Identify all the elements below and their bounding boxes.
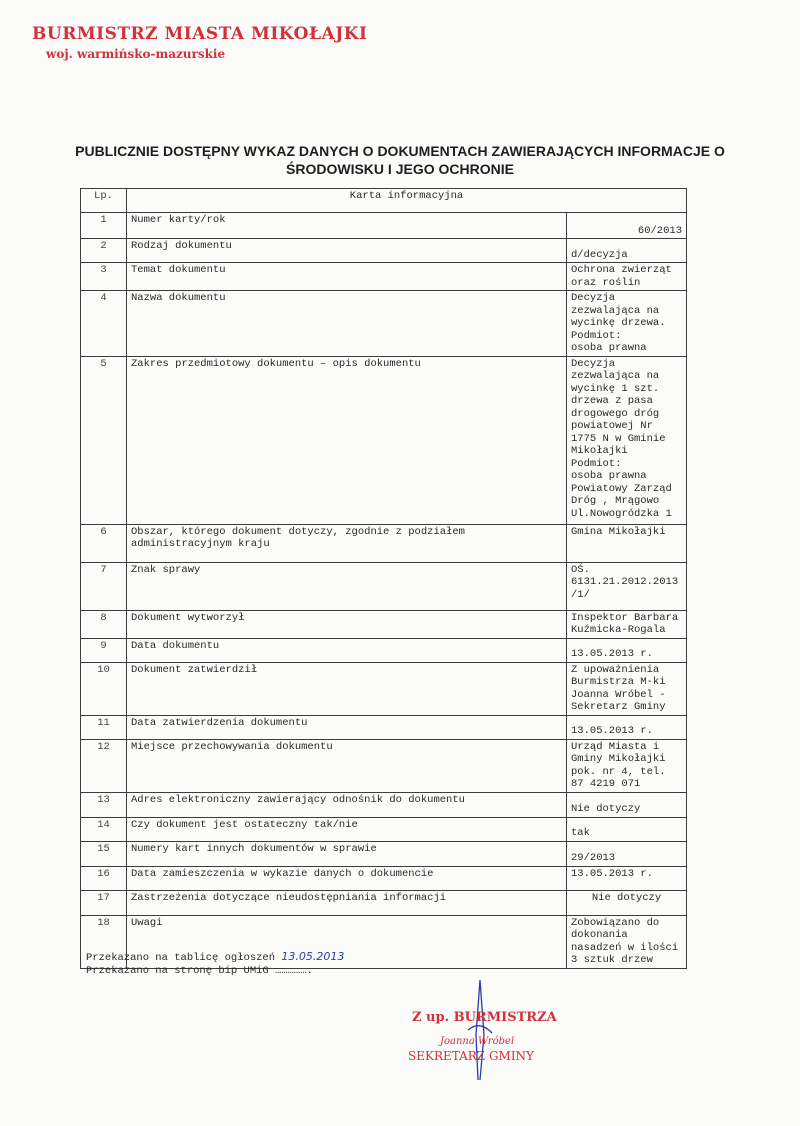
row-number: 3 [81, 263, 127, 291]
row-value-line: Urząd Miasta i [571, 740, 660, 753]
table-row [81, 715, 687, 739]
row-value-line: 13.05.2013 r. [571, 867, 653, 880]
table-row [81, 239, 687, 263]
row-value-line: Kuźmicka-Rogala [571, 624, 666, 636]
signature-stamp-line3: SEKRETARZ GMINY [408, 1048, 534, 1063]
row-value [567, 263, 687, 291]
row-number: 6 [81, 524, 127, 562]
row-number: 16 [81, 866, 127, 890]
row-number: 2 [81, 239, 127, 263]
row-number: 7 [81, 562, 127, 610]
row-value-line: Powiatowy Zarząd [571, 482, 672, 495]
handwritten-date: 13.05.2013 [281, 950, 345, 963]
row-value [567, 915, 687, 968]
row-value-line: 6131.21.2012.2013 [571, 576, 679, 588]
row-value [567, 213, 687, 239]
row-label: Obszar, którego dokument dotyczy, zgodnie z podziałem administracyjnym kraju [127, 524, 567, 562]
row-number: 18 [81, 915, 127, 968]
footer-line-bip: Przekazano na stronę bip UMiG ……………. [86, 965, 313, 977]
row-value [567, 715, 687, 739]
row-label: Dokument zatwierdził [127, 662, 567, 715]
table-row [81, 817, 687, 841]
row-value [567, 866, 687, 890]
row-label: Data zamieszczenia w wykazie danych o dokumencie [127, 866, 567, 890]
row-number: 11 [81, 715, 127, 739]
row-value-line: Zobowiązano do [571, 916, 660, 929]
row-value-line: osoba prawna [571, 470, 647, 482]
row-value-line: Ochrona zwierząt [571, 264, 672, 276]
row-number: 17 [81, 890, 127, 915]
row-number: 13 [81, 792, 127, 817]
document-title-line2: ŚRODOWISKU I JEGO OCHRONIE [286, 161, 514, 177]
document-title [60, 142, 740, 178]
row-value-line: osoba prawna [571, 342, 647, 354]
row-value-line: 1775 N w Gminie [571, 432, 666, 445]
row-label: Numery kart innych dokumentów w sprawie [127, 841, 567, 866]
row-label: Nazwa dokumentu [127, 291, 567, 357]
row-label: Uwagi [127, 915, 567, 968]
footer-board-label: Przekazano na tablicę ogłoszeń [86, 952, 282, 964]
row-value-line: Podmiot: [571, 329, 622, 342]
row-value-line: Mikołajki [571, 445, 628, 457]
row-label: Data zatwierdzenia dokumentu [127, 715, 567, 739]
row-value [567, 562, 687, 610]
row-value-line: Decyzja [571, 292, 616, 304]
table-row [81, 792, 687, 817]
row-value [567, 662, 687, 715]
row-value-line: 60/2013 [637, 224, 683, 237]
header-lp: Lp. [81, 189, 127, 213]
table-row [81, 356, 687, 524]
row-value-line: 29/2013 [571, 852, 616, 864]
row-value-line: d/decyzja [571, 248, 628, 261]
row-value-line: Podmiot: [571, 457, 622, 470]
row-label: Miejsce przechowywania dokumentu [127, 739, 567, 792]
table-row [81, 291, 687, 357]
header-title: Karta informacyjna [127, 189, 687, 213]
information-card-table [80, 188, 687, 969]
office-stamp [32, 24, 367, 62]
row-value-line: oraz roślin [571, 276, 641, 289]
row-value [567, 356, 687, 524]
row-value-line: wycinkę drzewa. [571, 317, 666, 329]
row-value-line: Sekretarz Gminy [571, 701, 666, 713]
row-value-line: Decyzja [571, 357, 616, 370]
row-label: Dokument wytworzył [127, 610, 567, 638]
row-value-line: Inspektor Barbara [571, 611, 679, 624]
row-value-line: Gminy Mikołajki [571, 753, 666, 765]
row-value-line: OŚ. [571, 563, 590, 576]
table-row [81, 562, 687, 610]
row-value-line: Z upoważnienia [571, 663, 660, 676]
document-title-line1: PUBLICZNIE DOSTĘPNY WYKAZ DANYCH O DOKUMENTACH ZAWIERAJĄCYCH INFORMACJE O [75, 143, 725, 159]
table-row [81, 866, 687, 890]
row-value [567, 239, 687, 263]
row-value-line: /1/ [571, 588, 590, 601]
row-value-line: 13.05.2013 r. [571, 648, 653, 660]
row-value-line: powiatowej Nr [571, 420, 653, 432]
row-value-line: Joanna Wróbel - [571, 688, 666, 701]
row-value [567, 841, 687, 866]
table-row [81, 739, 687, 792]
signature-name: Joanna Wróbel [440, 1036, 515, 1048]
row-number: 4 [81, 291, 127, 357]
row-value [567, 817, 687, 841]
row-number: 14 [81, 817, 127, 841]
row-value-line: drzewa z pasa [571, 395, 653, 407]
row-label: Numer karty/rok [127, 213, 567, 239]
row-value [567, 890, 687, 915]
row-value-line: 13.05.2013 r. [571, 725, 653, 737]
signature-stamp-line1: Z up. BURMISTRZA [412, 1010, 557, 1025]
row-value [567, 524, 687, 562]
row-number: 10 [81, 662, 127, 715]
row-label: Temat dokumentu [127, 263, 567, 291]
row-number: 5 [81, 356, 127, 524]
row-value-line: Burmistrza M-ki [571, 676, 666, 688]
row-number: 9 [81, 638, 127, 662]
row-label: Czy dokument jest ostateczny tak/nie [127, 817, 567, 841]
row-value-line: Ul.Nowogródzka 1 [571, 507, 672, 520]
row-value-line: pok. nr 4, tel. [571, 765, 666, 778]
row-value-line: dokonania [571, 929, 628, 941]
row-label: Znak sprawy [127, 562, 567, 610]
row-value-line: drogowego dróg [571, 407, 660, 420]
row-label: Zastrzeżenia dotyczące nieudostępniania informacji [127, 890, 567, 915]
table-row [81, 610, 687, 638]
footer-line-board [86, 950, 344, 965]
table-row [81, 890, 687, 915]
table-row [81, 841, 687, 866]
table-row [81, 263, 687, 291]
row-value-line: Nie dotyczy [571, 803, 641, 815]
row-value-line: Gmina Mikołajki [571, 525, 666, 538]
row-value-line: 87 4219 071 [571, 778, 641, 790]
footer-notes [86, 950, 344, 978]
signature-stamp [408, 1010, 557, 1064]
row-value [567, 739, 687, 792]
row-label: Rodzaj dokumentu [127, 239, 567, 263]
table-row [81, 662, 687, 715]
row-value-line: wycinkę 1 szt. [571, 382, 660, 395]
row-value-line: tak [571, 827, 590, 839]
row-value [567, 610, 687, 638]
row-value-line: zezwalająca na [571, 370, 660, 382]
table-row [81, 213, 687, 239]
row-value-line: Nie dotyczy [591, 891, 662, 904]
row-value [567, 792, 687, 817]
row-label: Data dokumentu [127, 638, 567, 662]
row-number: 1 [81, 213, 127, 239]
row-label: Adres elektroniczny zawierający odnośnik do dokumentu [127, 792, 567, 817]
office-stamp-line1: BURMISTRZ MIASTA MIKOŁAJKI [32, 24, 368, 44]
table-row [81, 524, 687, 562]
row-number: 15 [81, 841, 127, 866]
row-value [567, 291, 687, 357]
row-value-line: 3 sztuk drzew [571, 954, 653, 966]
row-label: Zakres przedmiotowy dokumentu – opis dokumentu [127, 356, 567, 524]
table-header-row [81, 189, 687, 213]
row-value-line: zezwalająca na [571, 304, 660, 317]
row-value-line: Dróg , Mrągowo [571, 495, 660, 507]
row-value-line: nasadzeń w ilości [571, 941, 679, 954]
office-stamp-line2: woj. warmińsko-mazurskie [46, 47, 226, 62]
row-number: 8 [81, 610, 127, 638]
row-number: 12 [81, 739, 127, 792]
row-value [567, 638, 687, 662]
table-row [81, 638, 687, 662]
